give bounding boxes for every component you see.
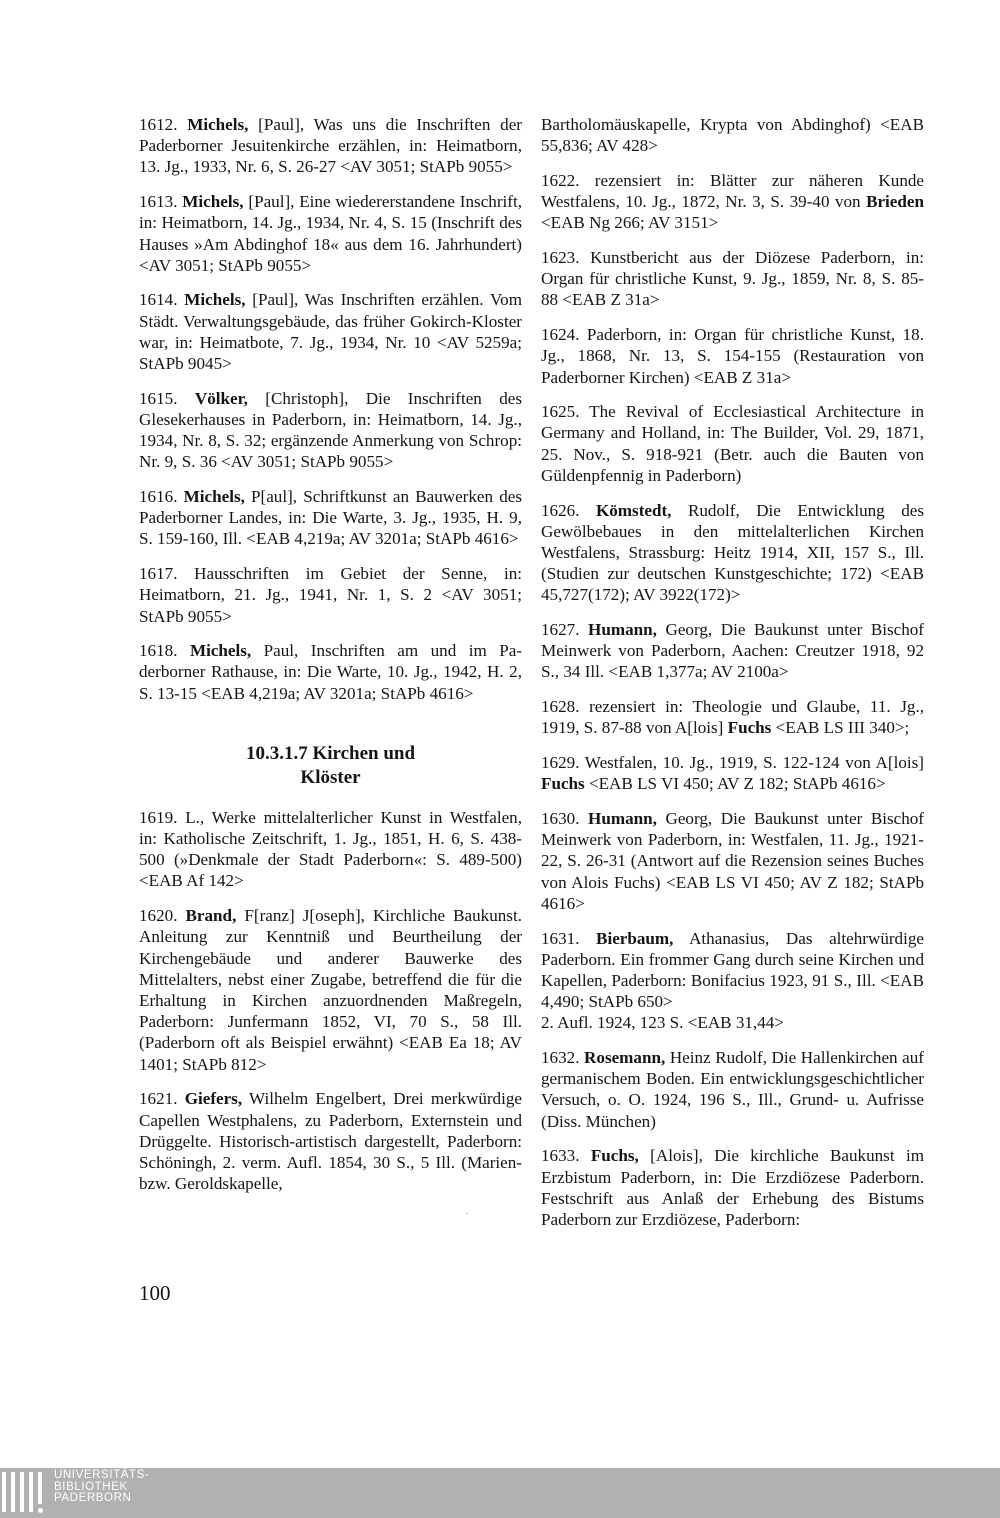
bib-entry-1624 (541, 324, 924, 388)
bib-entry-1619 (139, 807, 522, 892)
entry-number: 1613. (139, 192, 178, 212)
entry-text: Athanasius, Das altehrwürdige Paderborn. Ein frommer Gang durch seine Kirchen und Kapellen, Paderborn: Bonifacius 1923, 91 S., Ill. <EAB 4,490; StAPb 650> (541, 928, 924, 1012)
entry-author: Brand, (185, 906, 237, 926)
entry-text: Georg, Die Baukunst unter Bischof Meinwerk von Paderborn, in: Westfalen, 11. Jg., 1921-22, S. 26-31 (Antwort auf die Rezension seines Buches von Alois Fuchs) <EAB LS VI 450; AV Z 182; StAPb 4616> (541, 808, 925, 913)
entry-author: Brieden (866, 192, 924, 212)
bib-entry-1620 (139, 905, 522, 1075)
entry-text: [Christoph], Die Inschriften des Glesekerhauses in Paderborn, in: Heimatborn, 14. Jg., 1934, Nr. 8, S. 32; ergänzende Anmerkung von Schrop: Nr. 9, S. 36 <AV 3051; StAPb 9055> (139, 388, 522, 472)
bib-entry-continuation: Bartholomäuskapelle, Krypta von Abdinghof) <EAB 55,836; AV 428> (541, 115, 924, 156)
entry-number: 1630. (541, 808, 580, 828)
bib-entry-1627 (541, 619, 924, 683)
library-logo-text (54, 1470, 149, 1505)
entry-text: Wilhelm Engelbert, Drei merkwürdige Capellen Westphalens, zu Paderborn, Externstein und Drüggelte. Historisch-artistisch dargestellt, Paderborn: Schöningh, 2. verm. Aufl. 1854, 30 S., 5 Ill. (Marien- bzw. Geroldskapelle, (139, 1089, 522, 1194)
entry-author: Michels, (189, 641, 252, 661)
entry-author: Humann, (588, 620, 657, 640)
bib-entry-1617 (139, 563, 522, 627)
bib-entry-1631 (541, 928, 924, 1034)
entry-number: 1627. (541, 620, 580, 640)
entry-text-end: <EAB Ng 266; AV 3151> (541, 213, 719, 233)
entry-text: rezensiert in: Theologie und Glaube, 11. Jg., 1919, S. 87-88 von A[lois] (541, 697, 924, 738)
bib-entry-1616 (139, 486, 522, 550)
entry-author: Giefers, (184, 1089, 243, 1109)
entry-number: 1612. (139, 115, 178, 134)
bib-entry-1612 (139, 114, 522, 178)
entry-number: 1614. (139, 290, 178, 310)
entry-author: Kömstedt, (595, 500, 672, 520)
library-logo-icon (2, 1472, 48, 1512)
entry-text: L., Werke mittelalterlicher Kunst in Westfalen, in: Katholische Zeitschrift, 1. Jg., 1851, H. 6, S. 438-500 (»Denkmale der Stadt Paderborn«: S. 489-500) <EAB Af 142> (139, 807, 522, 891)
entry-author: Fuchs (541, 774, 585, 794)
entry-author: Völker, (194, 388, 248, 408)
entry-number: 1632. (541, 1048, 580, 1068)
bib-entry-1629 (541, 752, 924, 794)
bib-entry-1632 (541, 1047, 924, 1132)
entry-number: 1626. (541, 500, 580, 520)
entry-number: 1628. (541, 697, 580, 717)
entry-text: Georg, Die Baukunst unter Bischof Meinwerk von Paderborn, Aachen: Creutzer 1918, 92 S., 34 Ill. <EAB 1,377a; AV 2100a> (541, 620, 925, 682)
entry-text: [Paul], Was Inschriften erzählen. Vom Städt. Verwaltungsgebäude, das früher Gokirch-Kloster war, in: Heimatbote, 7. Jg., 1934, Nr. 10 <AV 5259a; StAPb 9045> (139, 290, 522, 374)
entry-number: 1618. (139, 641, 178, 661)
entry-number: 1616. (139, 487, 178, 507)
left-column (139, 114, 522, 1208)
bib-entry-1623 (541, 247, 924, 311)
entry-number: 1623. (541, 248, 580, 268)
entry-author: Fuchs (727, 718, 772, 738)
entry-number: 1620. (139, 906, 178, 926)
entry-number: 1633. (541, 1146, 580, 1166)
entry-text-end: <EAB LS III 340>; (771, 718, 910, 738)
entry-number: 1625. (541, 402, 580, 422)
bib-entry-1628 (541, 696, 924, 738)
entry-second-edition: 2. Aufl. 1924, 123 S. <EAB 31,44> (541, 1013, 784, 1033)
entry-number: 1621. (139, 1089, 178, 1109)
entry-text: [Paul], Eine wiedererstandene Inschrift, in: Heimatborn, 14. Jg., 1934, Nr. 4, S. 15 (Inschrift des Hauses »Am Abdinghof 18« aus dem 16. Jahrhundert) <AV 3051; StAPb 9055> (139, 192, 522, 275)
entry-number: 1622. (541, 170, 580, 190)
bib-entry-1618 (139, 640, 522, 704)
entry-text-end: <EAB LS VI 450; AV Z 182; StAPb 4616> (584, 774, 886, 794)
entry-text: The Revival of Ecclesiastical Architecture in Germany and Holland, in: The Builder, Vol. 29, 1871, 25. Nov., S. 918-921 (Betr. auch die Bauten von Güldenpfennig in Paderborn) (541, 402, 924, 485)
bib-entry-1625 (541, 401, 924, 486)
entry-author: Rosemann, (584, 1048, 666, 1068)
entry-text: Heinz Rudolf, Die Hallenkirchen auf germanischem Boden. Ein entwicklungsgeschichtlicher Versuch, o. O. 1924, 196 S., Ill., Grund- u. Aufrisse (Diss. München) (541, 1048, 924, 1131)
scan-speck (466, 1213, 468, 1214)
library-logo-line3: PADERBORN (54, 1492, 132, 1504)
entry-text: F[ranz] J[oseph], Kirchliche Baukunst. Anleitung zur Kenntniß und Beurtheilung der Kirchengebäude und anderer Bauwerke des Mittelalters, nebst einer Zugabe, betreffend die für die Erhaltung in Kirchen anzuordnenden Maßregeln, Paderborn: Junfermann 1852, VI, 70 S., 58 Ill. (Paderborn oft als Beispiel erwähnt) <EAB Ea 18; AV 1401; StAPb 812> (139, 906, 522, 1074)
page-number: 100 (139, 1281, 171, 1305)
entry-number: 1629. (541, 753, 580, 773)
right-column (541, 114, 924, 1244)
section-heading (139, 742, 522, 790)
entry-text: [Alois], Die kirchliche Baukunst im Erzbistum Paderborn, in: Die Erzdiözese Paderborn. Festschrift aus Anlaß der Erhebung des Bistums Paderborn zur Erzdiözese, Paderborn: (541, 1146, 924, 1229)
section-heading-line2: Klöster (300, 766, 361, 788)
entry-text: Rudolf, Die Entwicklung des Gewölbebaues in den mittelalterlichen Kirchen Westfalens, Strassburg: Heitz 1914, XII, 157 S., Ill. (Studien zur deutschen Kunstgeschichte; 172) <EAB 45,727(172); AV 3922(172)> (541, 500, 924, 605)
entry-author: Michels, (187, 115, 249, 134)
bib-entry-1633 (541, 1145, 924, 1230)
entry-text: P[aul], Schriftkunst an Bauwerken des Paderborner Landes, in: Die Warte, 3. Jg., 1935, H. 9, S. 159-160, Ill. <EAB 4,219a; AV 3201a; StAPb 4616> (139, 487, 522, 549)
entry-text: Hausschriften im Gebiet der Senne, in: Heimatborn, 21. Jg., 1941, Nr. 1, S. 2 <AV 3051; StAPb 9055> (139, 564, 522, 626)
entry-author: Bierbaum, (596, 928, 674, 948)
bib-entry-1613 (139, 191, 522, 276)
entry-number: 1619. (139, 807, 178, 827)
entry-text: Kunstbericht aus der Diözese Paderborn, in: Organ für christliche Kunst, 9. Jg., 1859, Nr. 8, S. 85-88 <EAB Z 31a> (541, 248, 924, 310)
bib-entry-1622 (541, 170, 924, 234)
entry-text: Paderborn, in: Organ für christliche Kunst, 18. Jg., 1868, Nr. 13, S. 154-155 (Restauration von Paderborner Kirchen) <EAB Z 31a> (541, 325, 924, 387)
bib-entry-1626 (541, 500, 924, 606)
library-logo-line2: BIBLIOTHEK (54, 1480, 128, 1493)
logo-dot-icon (38, 1508, 43, 1513)
entry-number: 1631. (541, 928, 580, 948)
entry-text: [Paul], Was uns die Inschriften der Paderborner Jesuitenkirche erzählen, in: Heimatborn, 13. Jg., 1933, Nr. 6, S. 26-27 <AV 3051; StAPb 9055> (139, 115, 522, 177)
entry-author: Humann, (588, 808, 657, 828)
section-heading-line1: 10.3.1.7 Kirchen und (245, 742, 416, 764)
entry-number: 1615. (139, 388, 178, 408)
entry-author: Michels, (183, 487, 245, 507)
bib-entry-1630 (541, 808, 924, 914)
entry-author: Michels, (184, 290, 246, 310)
library-footer-bar (0, 1468, 1000, 1518)
entry-author: Fuchs, (590, 1146, 639, 1166)
entry-number: 1617. (139, 564, 178, 584)
bib-entry-1621 (139, 1088, 522, 1194)
library-logo-line1: UNIVERSITÄTS- (54, 1469, 150, 1481)
entry-author: Michels, (182, 192, 244, 212)
entry-text: rezensiert in: Blätter zur näheren Kunde Westfalens, 10. Jg., 1872, Nr. 3, S. 39-40 von (541, 170, 924, 212)
entry-text: Paul, Inschriften am und im Paderborner Rathause, in: Die Warte, 10. Jg., 1942, H. 2, S. 13-15 <EAB 4,219a; AV 3201a; StAPb 4616> (139, 641, 522, 703)
bib-entry-1615 (139, 388, 522, 473)
entry-text: Westfalen, 10. Jg., 1919, S. 122-124 von A[lois] (579, 753, 924, 773)
bib-entry-1614 (139, 289, 522, 374)
entry-number: 1624. (541, 325, 580, 345)
